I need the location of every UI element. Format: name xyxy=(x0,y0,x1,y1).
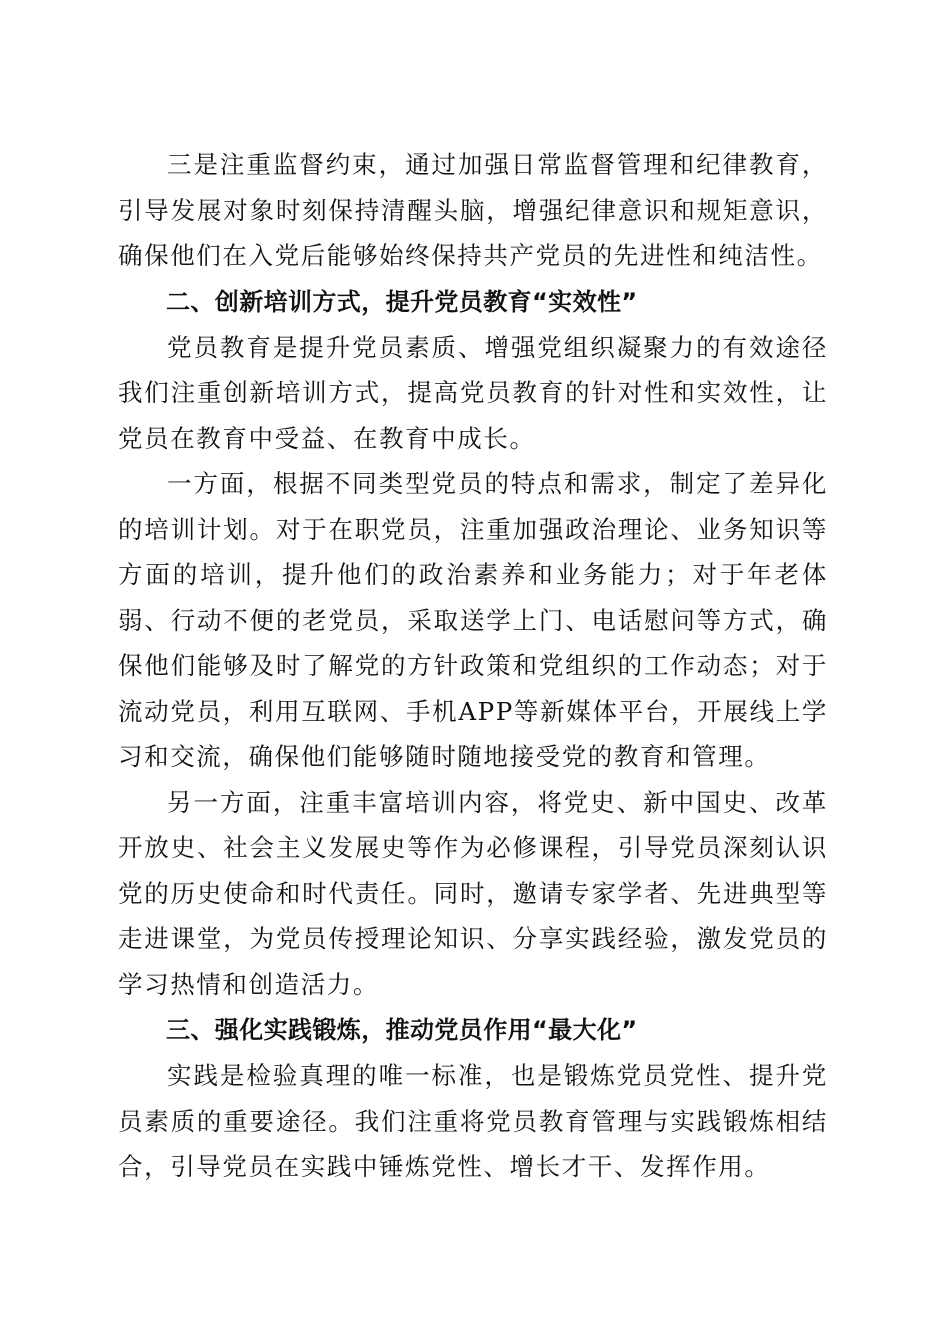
section-heading-3: 三、强化实践锻炼，推动党员作用“最大化” xyxy=(166,1016,638,1044)
paragraph-training-content: 另一方面，注重丰富培训内容，将党史、新中国史、改革开放史、社会主义发展史等作为必修课程，引导党员深刻认识党的历史使命和时代责任。同时，邀请专家学者、先进典型等走进课堂，为党员传授理论知识、分享实践经验，激发党员的学习热情和创造活力。 xyxy=(118,787,828,999)
paragraph-practice: 实践是检验真理的唯一标准，也是锻炼党员党性、提升党员素质的重要途径。我们注重将党员教育管理与实践锻炼相结合，引导党员在实践中锤炼党性、增长才干、发挥作用。 xyxy=(118,1061,828,1181)
paragraph-supervision: 三是注重监督约束，通过加强日常监督管理和纪律教育，引导发展对象时刻保持清醒头脑，增强纪律意识和规矩意识，确保他们在入党后能够始终保持共产党员的先进性和纯洁性。 xyxy=(118,150,828,270)
document-body xyxy=(118,142,828,1190)
paragraph-training-plan: 一方面，根据不同类型党员的特点和需求，制定了差异化的培训计划。对于在职党员，注重加强政治理论、业务知识等方面的培训，提升他们的政治素养和业务能力；对于年老体弱、行动不便的老党员，采取送学上门、电话慰问等方式，确保他们能够及时了解党的方针政策和党组织的工作动态；对于流动党员，利用互联网、手机APP等新媒体平台，开展线上学习和交流，确保他们能够随时随地接受党的教育和管理。 xyxy=(118,469,828,771)
section-heading-2: 二、创新培训方式，提升党员教育“实效性” xyxy=(166,287,638,316)
paragraph-education-intro: 党员教育是提升党员素质、增强党组织凝聚力的有效途径我们注重创新培训方式，提高党员教育的针对性和实效性，让党员在教育中受益、在教育中成长。 xyxy=(118,332,828,453)
